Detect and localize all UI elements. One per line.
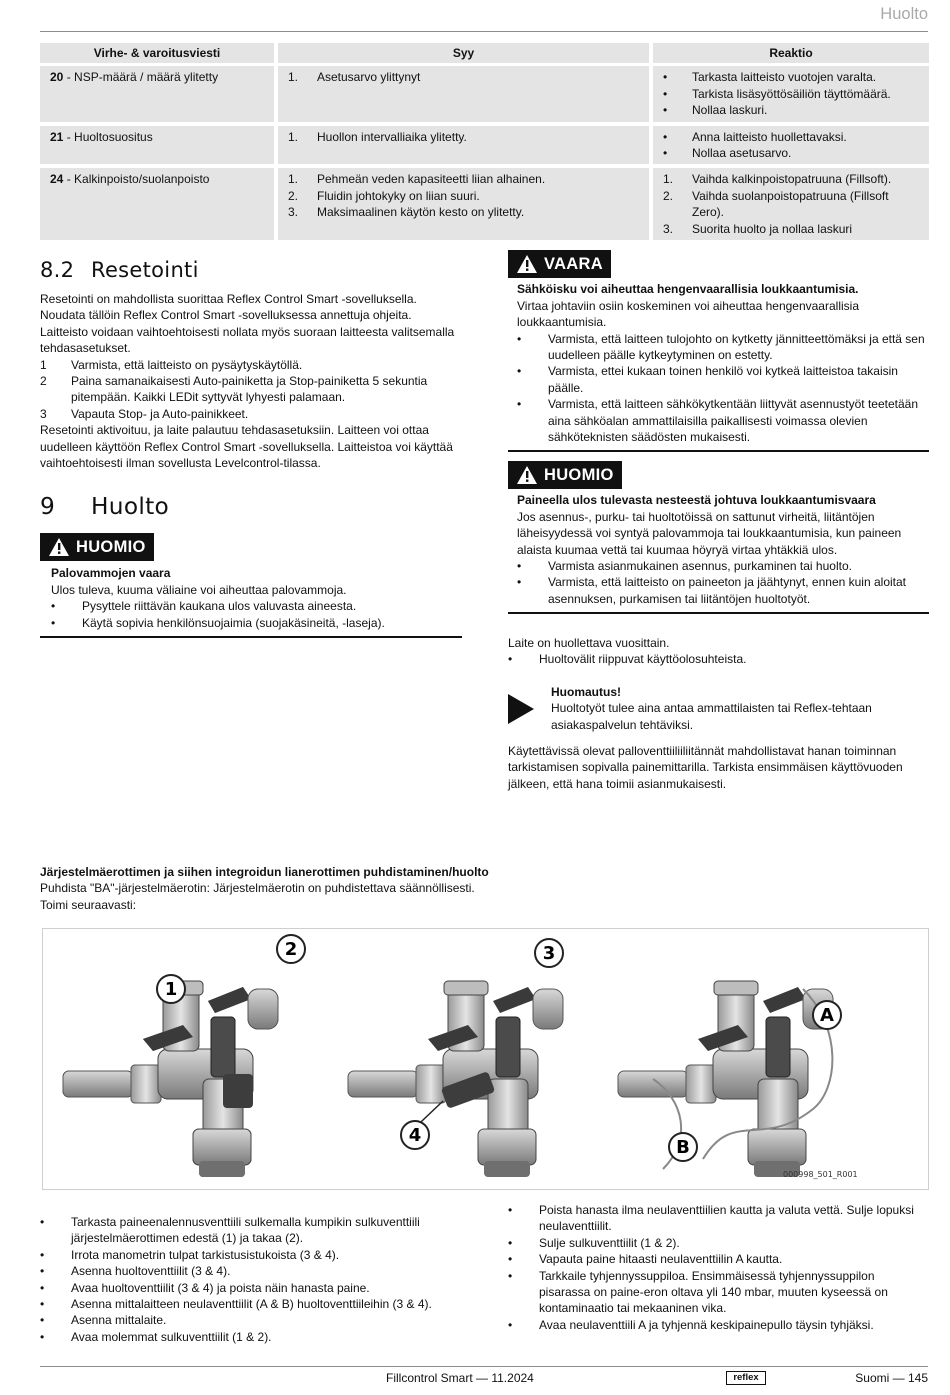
bullet-item xyxy=(40,1280,462,1296)
error-code: 21 xyxy=(50,129,64,144)
bullet-text: Tarkkaile tyhjennyssuppiloa. Ensimmäisessä tyhjennyssuppilon pisarassa on paine-eron oltava yli 140 mbar, muuten kyseessä on kontaminaatio tai mekaaninen vika. xyxy=(539,1268,888,1316)
header-divider xyxy=(40,31,928,32)
caution-bullets xyxy=(517,558,929,607)
callout-a xyxy=(813,1001,841,1029)
paragraph: Toimi seuraavasti: xyxy=(40,897,137,912)
reaction-text: Nollaa asetusarvo. xyxy=(692,146,792,161)
callout-4 xyxy=(401,1121,429,1149)
warning-triangle-icon xyxy=(516,254,538,274)
list-marker: • xyxy=(663,103,668,118)
bullet-marker: • xyxy=(517,575,522,590)
bullet-item xyxy=(508,1251,929,1267)
steps-right-bullets xyxy=(508,1202,929,1333)
table-body xyxy=(40,66,929,240)
bullet-text: Varmista asianmukainen asennus, purkaminen tai huolto. xyxy=(548,559,852,574)
cause-item xyxy=(288,69,641,85)
bullet-marker: • xyxy=(508,1268,513,1283)
table-header-message: Virhe- & varoitusviesti xyxy=(40,43,274,63)
bullet-text: Varmista, että laitteen tulojohto on kytketty jännitteettömäksi ja että sen uudelleen päälle kytkeytyminen on estetty. xyxy=(548,331,925,363)
reaction-item xyxy=(663,102,921,118)
bullet-item xyxy=(508,1268,929,1317)
cell-cause xyxy=(278,126,649,165)
bullet-item xyxy=(508,1235,929,1251)
paragraph: Laitteisto voidaan vaihtoehtoisesti nollata myös suoraan laitteesta valitsemalla tehdasasetukset. xyxy=(40,324,455,356)
caution-content xyxy=(508,489,929,614)
bullet-item xyxy=(508,1317,929,1333)
paragraph: Resetointi aktivoituu, ja laite palautuu tehdasasetuksiin. Laitteen voi ottaa uudelleen käyttöön Reflex Control Smart -sovelluksella. Laitteistoa voi käyttää vaihtoehtoisesti ilman sovellusta Levelcontrol-tilassa. xyxy=(40,423,453,471)
list-marker: • xyxy=(663,146,668,161)
callout-label: A xyxy=(820,1005,834,1026)
caution-label-text: HUOMIO xyxy=(76,537,146,556)
warning-triangle-icon xyxy=(516,465,538,485)
figure-id: 000998_501_R001 xyxy=(783,1170,858,1179)
caution-label xyxy=(40,533,154,561)
callout-1 xyxy=(157,975,185,1003)
bullet-marker: • xyxy=(40,1280,45,1295)
cause-item xyxy=(288,129,641,145)
test-plug xyxy=(223,1074,253,1108)
bullet-item xyxy=(51,615,462,631)
numbered-step xyxy=(40,373,462,406)
error-table xyxy=(40,43,929,244)
step-number: 2 xyxy=(40,374,47,389)
reset-steps-list xyxy=(40,357,462,423)
reaction-text: Vaihda kalkinpoistopatruuna (Fillsoft). xyxy=(692,172,892,187)
callout-label: 2 xyxy=(284,939,298,960)
steps-left-list xyxy=(40,1214,462,1345)
callout-label: 3 xyxy=(542,943,556,964)
bullet-item xyxy=(517,363,929,396)
page-header-title: Huolto xyxy=(880,5,928,23)
reaction-item xyxy=(663,221,921,237)
bullet-marker: • xyxy=(40,1264,45,1279)
numbered-step xyxy=(40,357,462,373)
bullet-item xyxy=(40,1329,462,1345)
reaction-text: Tarkista lisäsyöttösäiliön täyttömäärä. xyxy=(692,86,891,101)
bullet-marker: • xyxy=(517,331,522,346)
bullet-item xyxy=(40,1214,462,1247)
cell-reaction xyxy=(653,66,929,121)
steps-right-list xyxy=(508,1202,929,1333)
bullet-marker: • xyxy=(40,1247,45,1262)
numbered-step xyxy=(40,406,462,422)
table-header-row xyxy=(40,43,929,63)
steps-left-bullets xyxy=(40,1214,462,1345)
section-number: 9 xyxy=(40,493,56,520)
paragraph: Käytettävissä olevat palloventtiiliiliitännät mahdollistavat hanan toiminnan tarkistamisen sopivalla painemittarilla. Tarkista ensimmäisen käyttövuoden jälkeen, että hana toimii asianmukaisesti. xyxy=(508,744,903,791)
danger-bullets xyxy=(517,331,929,446)
step-text: Paina samanaikaisesti Auto-painiketta ja Stop-painiketta 5 sekuntia pitempään. Kaikki LEDit syttyvät lyhyesti palamaan. xyxy=(71,374,428,405)
bullet-text: Avaa molemmat sulkuventtiilit (1 & 2). xyxy=(71,1329,272,1344)
footer-divider xyxy=(40,1366,928,1367)
section-title: Resetointi xyxy=(91,258,199,282)
bullet-item xyxy=(517,331,929,364)
bullet-text: Asenna mittalaite. xyxy=(71,1313,167,1328)
reaction-text: Tarkasta laitteisto vuotojen varalta. xyxy=(692,70,877,85)
caution-bullets xyxy=(51,598,462,631)
cause-text: Huollon intervalliaika ylitetty. xyxy=(317,129,467,144)
bullet-item xyxy=(40,1312,462,1328)
reaction-item xyxy=(663,188,921,221)
bullet-text: Avaa neulaventtiili A ja tyhjennä keskipainepullo täysin tyhjäksi. xyxy=(539,1317,874,1332)
section-8-2-body xyxy=(40,291,462,471)
cause-text: Maksimaalinen käytön kesto on ylitetty. xyxy=(317,205,525,220)
reaction-item xyxy=(663,145,921,161)
reaction-text: Suorita huolto ja nollaa laskuri xyxy=(692,221,853,236)
bullet-marker: • xyxy=(508,1252,513,1267)
danger-notice xyxy=(508,250,929,452)
danger-label-text: VAARA xyxy=(544,254,603,273)
bullet-text: Pysyttele riittävän kaukana ulos valuvasta aineesta. xyxy=(82,599,357,614)
bullet-marker: • xyxy=(51,599,56,614)
error-message: - Kalkinpoisto/suolanpoisto xyxy=(63,172,210,187)
caution-label xyxy=(508,461,622,489)
list-marker: 3. xyxy=(663,221,674,236)
section-title: Huolto xyxy=(91,493,170,520)
caution-notice-burns xyxy=(40,533,462,638)
caution-notice-pressure xyxy=(508,461,929,614)
callout-3 xyxy=(535,939,563,967)
section-number: 8.2 xyxy=(40,258,75,282)
danger-label xyxy=(508,250,611,278)
callout-b xyxy=(669,1133,697,1161)
list-marker: 1. xyxy=(288,172,299,187)
bullet-marker: • xyxy=(517,397,522,412)
bullet-item xyxy=(517,396,929,445)
cell-reaction xyxy=(653,168,929,240)
bullet-text: Sulje sulkuventtiilit (1 & 2). xyxy=(539,1235,680,1250)
error-code: 20 xyxy=(50,70,64,85)
cleaning-section xyxy=(40,864,929,913)
error-message: - Huoltosuositus xyxy=(63,129,153,144)
bullet-text: Tarkasta paineenalennusventtiili sulkemalla kumpikin sulkuventtiili järjestelmäerottimen edestä (1) ja takaa (2). xyxy=(71,1215,420,1246)
note-text: Huoltotyöt tulee aina antaa ammattilaisten tai Reflex-tehtaan asiakaspalvelun tehtäviksi. xyxy=(551,701,872,732)
cause-text: Fluidin johtokyky on liian suuri. xyxy=(317,188,480,203)
table-row xyxy=(40,126,929,165)
bullet-text: Huoltovälit riippuvat käyttöolosuhteista. xyxy=(539,652,747,667)
section-heading-8-2 xyxy=(40,258,199,282)
reaction-item xyxy=(663,69,921,85)
reaction-item xyxy=(663,171,921,187)
bullet-marker: • xyxy=(40,1329,45,1344)
cell-message xyxy=(40,66,274,121)
caution-title: Paineella ulos tulevasta nesteestä johtuva loukkaantumisvaara xyxy=(517,493,876,508)
paragraph: Puhdista "BA"-järjestelmäerotin: Järjestelmäerotin on puhdistettava säännöllisesti. xyxy=(40,881,475,896)
danger-content xyxy=(508,278,929,452)
bullet-marker: • xyxy=(508,1235,513,1250)
maintenance-section xyxy=(508,635,929,792)
list-marker: • xyxy=(663,86,668,101)
step-text: Varmista, että laitteisto on pysäytyskäytöllä. xyxy=(71,357,303,372)
bullet-marker: • xyxy=(508,652,513,667)
bullet-item xyxy=(517,574,929,607)
bullet-marker: • xyxy=(51,615,56,630)
bullet-marker: • xyxy=(517,364,522,379)
cell-reaction xyxy=(653,126,929,165)
step-text: Vapauta Stop- ja Auto-painikkeet. xyxy=(71,406,249,421)
table-row xyxy=(40,168,929,240)
bullet-text: Varmista, että laitteen sähkökytkentään liittyvät asennustyöt teetetään aina sähköalan ammattilaisilla paikallisesti voimassa olevien sähköteknisten säädösten mukaisesti. xyxy=(548,397,918,445)
caution-content xyxy=(40,561,462,638)
bullet-text: Irrota manometrin tulpat tarkistusistukoista (3 & 4). xyxy=(71,1247,340,1262)
bullet-text: Käytä sopivia henkilönsuojaimia (suojakäsineitä, -laseja). xyxy=(82,615,385,630)
bullet-marker: • xyxy=(508,1203,513,1217)
callout-label: 1 xyxy=(164,979,178,1000)
caution-title: Palovammojen vaara xyxy=(51,566,171,581)
callout-label: 4 xyxy=(408,1125,422,1146)
list-marker: 3. xyxy=(288,205,299,220)
bullet-marker: • xyxy=(508,1317,513,1332)
bullet-marker: • xyxy=(40,1313,45,1328)
list-marker: 1. xyxy=(288,70,299,85)
paragraph: Laite on huollettava vuosittain. xyxy=(508,636,670,650)
bullet-item xyxy=(40,1247,462,1263)
error-message: - NSP-määrä / määrä ylitetty xyxy=(63,70,219,85)
warning-triangle-icon xyxy=(48,537,70,557)
step-number: 1 xyxy=(40,357,47,372)
callout-2 xyxy=(277,935,305,963)
bullet-text: Vapauta paine hitaasti neulaventtiilin A kautta. xyxy=(539,1252,783,1267)
table-header-reaction: Reaktio xyxy=(653,43,929,63)
note-block xyxy=(508,684,929,733)
list-marker: • xyxy=(663,129,668,144)
footer-page-number: Suomi — 145 xyxy=(855,1371,928,1385)
reaction-text: Nollaa laskuri. xyxy=(692,103,768,118)
list-marker: 2. xyxy=(288,188,299,203)
bullet-item xyxy=(40,1296,462,1312)
cause-text: Pehmeän veden kapasiteetti liian alhainen. xyxy=(317,172,546,187)
valve-illustration xyxy=(43,929,928,1189)
list-marker: 1. xyxy=(663,172,674,187)
reaction-item xyxy=(663,86,921,102)
bullet-text: Varmista, että laitteisto on paineeton ja jäähtynyt, ennen kuin aloitat asennuksen, purkamisen tai liitäntöjen huoltotyöt. xyxy=(548,575,907,606)
cause-item xyxy=(288,188,641,204)
cause-item xyxy=(288,204,641,220)
cell-cause xyxy=(278,66,649,121)
cell-message xyxy=(40,126,274,165)
cell-message xyxy=(40,168,274,240)
maintenance-figure xyxy=(42,928,929,1190)
note-arrow-icon xyxy=(508,694,534,724)
bullet-item xyxy=(517,558,929,574)
callout-label: B xyxy=(676,1137,690,1158)
bullet-text: Avaa huoltoventtiilit (3 & 4) ja poista näin hanasta paine. xyxy=(71,1280,370,1295)
bullet-text: Varmista, ettei kukaan toinen henkilö voi kytkeä laitteistoa takaisin päälle. xyxy=(548,364,898,395)
reflex-logo: reflex xyxy=(726,1371,766,1385)
note-title: Huomautus! xyxy=(551,684,621,699)
bullet-marker: • xyxy=(40,1297,45,1312)
bullet-item xyxy=(40,1263,462,1279)
bullet-marker: • xyxy=(40,1215,45,1229)
bullet-marker: • xyxy=(517,559,522,574)
table-header-cause: Syy xyxy=(278,43,649,63)
cause-text: Asetusarvo ylittynyt xyxy=(317,70,421,85)
error-code: 24 xyxy=(50,172,64,187)
cause-item xyxy=(288,171,641,187)
footer-center-text: Fillcontrol Smart — 11.2024 xyxy=(386,1371,534,1385)
bullet-text: Poista hanasta ilma neulaventtiilien kautta ja valuta vettä. Sulje lopuksi neulaventtiilit. xyxy=(539,1203,914,1234)
list-marker: 2. xyxy=(663,188,674,203)
bullet-text: Asenna mittalaitteen neulaventtiilit (A & B) huoltoventtiileihin (3 & 4). xyxy=(71,1297,432,1312)
cleaning-title: Järjestelmäerottimen ja siihen integroidun lianerottimen puhdistaminen/huolto xyxy=(40,865,489,879)
paragraph: Resetointi on mahdollista suorittaa Reflex Control Smart -sovelluksella. Noudata tällöin Reflex Control Smart -sovelluksessa annettuja ohjeita. xyxy=(40,292,417,323)
list-marker: • xyxy=(663,70,668,85)
reaction-text: Anna laitteisto huollettavaksi. xyxy=(692,129,847,144)
bullet-text: Asenna huoltoventtiilit (3 & 4). xyxy=(71,1264,231,1279)
list-marker: 1. xyxy=(288,129,299,144)
table-row xyxy=(40,66,929,121)
section-heading-9 xyxy=(40,493,170,520)
caution-text: Ulos tuleva, kuuma väliaine voi aiheuttaa palovammoja. xyxy=(51,582,347,597)
danger-title: Sähköisku voi aiheuttaa hengenvaarallisia loukkaantumisia. xyxy=(517,282,859,297)
caution-text: Jos asennus-, purku- tai huoltotöissä on sattunut virheitä, liitäntöjen läheisyydessä voi syntyä palovammoja tai loukkaantumisia, kun paineen alaista kuumaa vettä tai kuumaa höyryä virtaa yhtäkkiä ulos. xyxy=(517,509,902,557)
bullet-item xyxy=(51,598,462,614)
bullet-item xyxy=(508,1202,929,1235)
caution-label-text: HUOMIO xyxy=(544,465,614,484)
cell-cause xyxy=(278,168,649,240)
bullet-item xyxy=(508,651,929,667)
step-number: 3 xyxy=(40,406,47,421)
reaction-text: Vaihda suolanpoistopatruuna (Fillsoft Zero). xyxy=(692,188,889,220)
danger-text: Virtaa johtaviin osiin koskeminen voi aiheuttaa hengenvaarallisia loukkaantumisia. xyxy=(517,298,859,330)
reaction-item xyxy=(663,129,921,145)
